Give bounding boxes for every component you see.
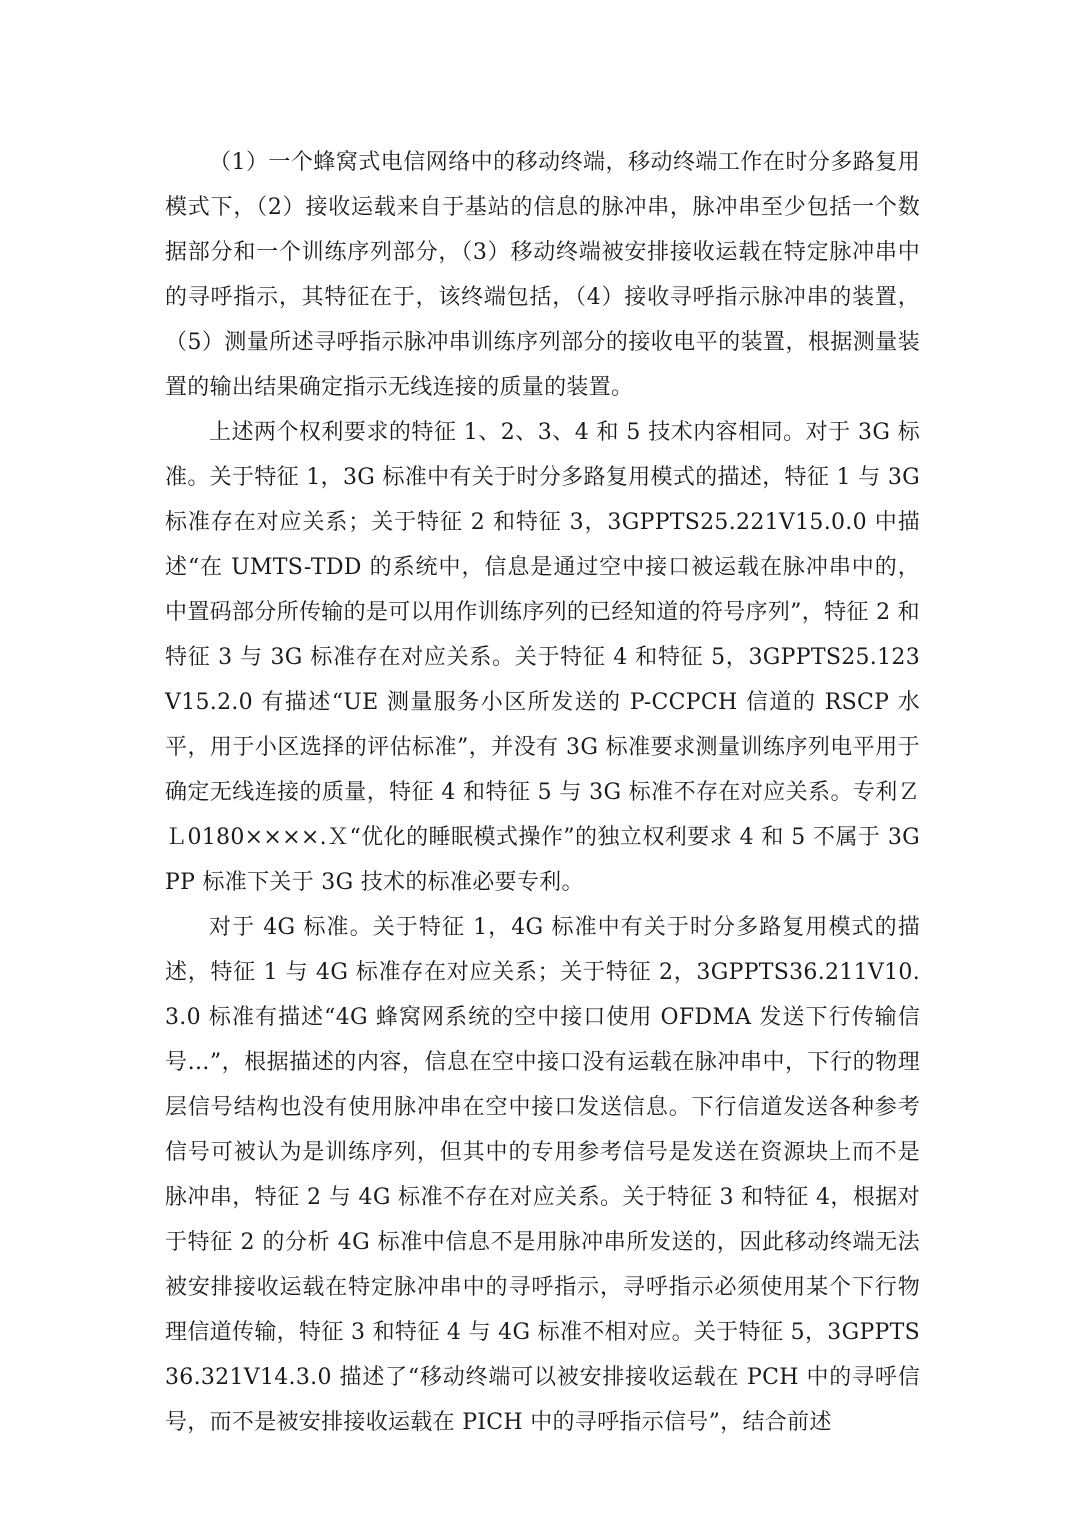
document-body [165, 140, 920, 1445]
paragraph-3g-analysis: 上述两个权利要求的特征 1、2、3、4 和 5 技术内容相同。对于 3G 标准。关于特征 1，3G 标准中有关于时分多路复用模式的描述，特征 1 与 3G 标准存在对应关系；关于特征 2 和特征 3，3GPPTS25.221V15.0.0 中描述“在 UMTS-TDD 的系统中，信息是通过空中接口被运载在脉冲串中的，中置码部分所传输的是可以用作训练序列的已经知道的符号序列”，特征 2 和特征 3 与 3G 标准存在对应关系。关于特征 4 和特征 5，3GPPTS25.123V15.2.0 有描述“UE 测量服务小区所发送的 P-CCPCH 信道的 RSCP 水平，用于小区选择的评估标准”，并没有 3G 标准要求测量训练序列电平用于确定无线连接的质量，特征 4 和特征 5 与 3G 标准不存在对应关系。专利ＺＬ0180××××.Ｘ“优化的睡眠模式操作”的独立权利要求 4 和 5 不属于 3GPP 标准下关于 3G 技术的标准必要专利。 [165, 420, 920, 895]
paragraph-claim-features: （1）一个蜂窝式电信网络中的移动终端，移动终端工作在时分多路复用模式下，（2）接收运载来自于基站的信息的脉冲串，脉冲串至少包括一个数据部分和一个训练序列部分，（3）移动终端被安排接收运载在特定脉冲串中的寻呼指示，其特征在于，该终端包括，（4）接收寻呼指示脉冲串的装置，（5）测量所述寻呼指示脉冲串训练序列部分的接收电平的装置，根据测量装置的输出结果确定指示无线连接的质量的装置。 [165, 150, 920, 400]
paragraph-4g-analysis: 对于 4G 标准。关于特征 1，4G 标准中有关于时分多路复用模式的描述，特征 1 与 4G 标准存在对应关系；关于特征 2，3GPPTS36.211V10.3.0 标准有描述“4G 蜂窝网系统的空中接口使用 OFDMA 发送下行传输信号…”，根据描述的内容，信息在空中接口没有运载在脉冲串中，下行的物理层信号结构也没有使用脉冲串在空中接口发送信息。下行信道发送各种参考信号可被认为是训练序列，但其中的专用参考信号是发送在资源块上而不是脉冲串，特征 2 与 4G 标准不存在对应关系。关于特征 3 和特征 4，根据对于特征 2 的分析 4G 标准中信息不是用脉冲串所发送的，因此移动终端无法被安排接收运载在特定脉冲串中的寻呼指示，寻呼指示必须使用某个下行物理信道传输，特征 3 和特征 4 与 4G 标准不相对应。关于特征 5，3GPPTS36.321V14.3.0 描述了“移动终端可以被安排接收运载在 PCH 中的寻呼信号，而不是被安排接收运载在 PICH 中的寻呼指示信号”，结合前述 [165, 915, 920, 1435]
